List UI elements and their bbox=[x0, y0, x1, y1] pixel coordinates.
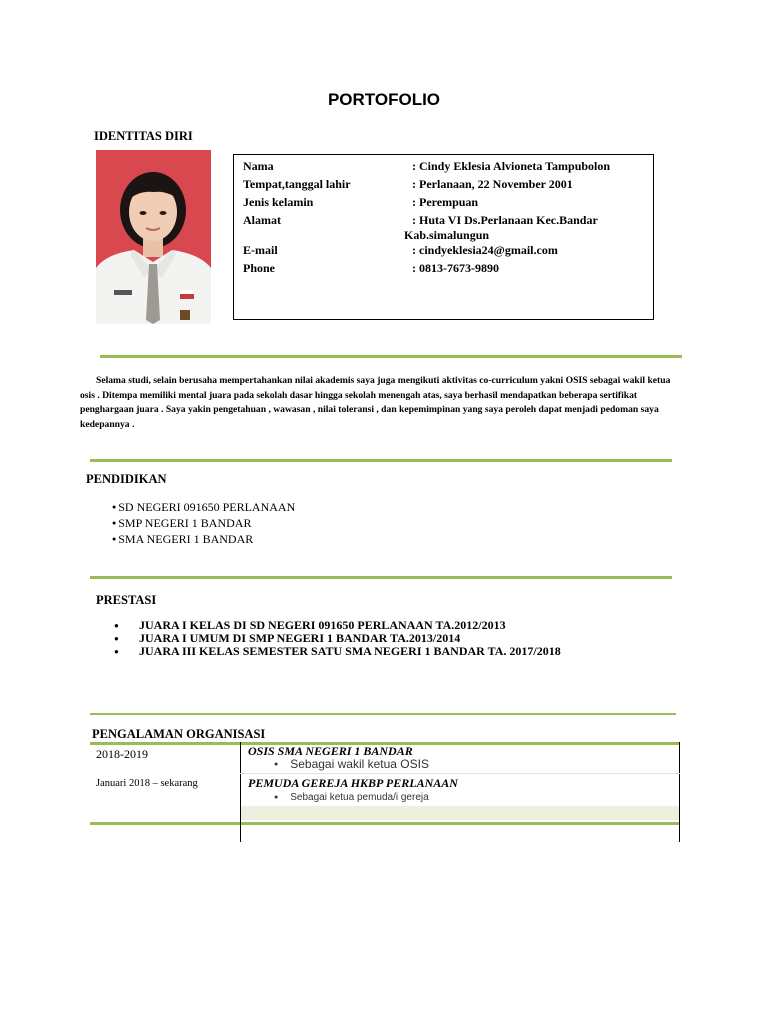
education-heading: PENDIDIKAN bbox=[86, 472, 167, 486]
table-column-line bbox=[679, 742, 680, 842]
page-title: PORTOFOLIO bbox=[327, 90, 441, 109]
education-list bbox=[112, 499, 295, 547]
identity-value-email: : cindyeklesia24@gmail.com bbox=[412, 243, 558, 257]
list-item: ● JUARA I UMUM DI SMP NEGERI 1 BANDAR TA.2013/2014 bbox=[114, 631, 461, 645]
org-role-2: ● Sebagai ketua pemuda/i gereja bbox=[274, 792, 429, 803]
summary-text: Selama studi, selain berusaha mempertahankan nilai akademis saya juga mengikuti aktivitas co-curriculum yakni OSIS sebagai wakil ketua osis . Ditempa memiliki mental juara pada sekolah dasar hingga sekolah menengah atas, saya berhasil mendapatkan beberapa sertifikat penghargaan juara . Saya yakin pengetahuan , wawasan , nilai toleransi , dan kepemimpinan yang saya peroleh dapat menjadi pedoman saya kedepannya . bbox=[80, 375, 671, 430]
list-item: ● SMP NEGERI 1 BANDAR bbox=[112, 515, 295, 531]
list-item: ● JUARA III KELAS SEMESTER SATU SMA NEGERI 1 BANDAR TA. 2017/2018 bbox=[114, 644, 561, 658]
bullet-icon: ● bbox=[274, 761, 279, 768]
identity-label-birth: Tempat,tanggal lahir bbox=[243, 177, 351, 191]
divider bbox=[90, 713, 676, 715]
bullet-icon: ● bbox=[114, 647, 119, 656]
org-name-2: PEMUDA GEREJA HKBP PERLANAAN bbox=[248, 776, 458, 790]
bullet-icon: ● bbox=[274, 794, 279, 801]
organization-table bbox=[90, 742, 680, 842]
list-item: ● JUARA I KELAS DI SD NEGERI 091650 PERLANAAN TA.2012/2013 bbox=[114, 618, 506, 632]
identity-value-address-line2: Kab.simalungun bbox=[404, 228, 490, 242]
summary-paragraph bbox=[80, 374, 678, 432]
identity-heading: IDENTITAS DIRI bbox=[94, 129, 193, 143]
identity-value-gender: : Perempuan bbox=[412, 195, 479, 209]
list-item: ● SMA NEGERI 1 BANDAR bbox=[112, 531, 295, 547]
achievements-heading: PRESTASI bbox=[96, 593, 157, 607]
identity-label-address: Alamat bbox=[243, 213, 281, 227]
person-photo-icon bbox=[96, 150, 211, 324]
bullet-icon: ● bbox=[114, 621, 119, 630]
list-item: ● SD NEGERI 091650 PERLANAAN bbox=[112, 499, 295, 515]
org-period-2: Januari 2018 – sekarang bbox=[96, 778, 198, 789]
identity-value-name: : Cindy Eklesia Alvioneta Tampubolon bbox=[412, 159, 611, 173]
org-name-1: OSIS SMA NEGERI 1 BANDAR bbox=[248, 744, 413, 758]
divider bbox=[90, 459, 672, 462]
table-row-shade bbox=[240, 806, 679, 820]
identity-label-phone: Phone bbox=[243, 261, 276, 275]
identity-value-birth: : Perlanaan, 22 November 2001 bbox=[412, 177, 573, 191]
organization-heading: PENGALAMAN ORGANISASI bbox=[92, 727, 266, 741]
profile-photo bbox=[96, 150, 211, 324]
identity-value-phone: : 0813-7673-9890 bbox=[412, 261, 499, 275]
table-column-line bbox=[240, 742, 241, 842]
org-role-1: ● Sebagai wakil ketua OSIS bbox=[274, 757, 429, 771]
achievements-list bbox=[114, 619, 561, 658]
identity-label-gender: Jenis kelamin bbox=[243, 195, 314, 209]
identity-label-name: Nama bbox=[243, 159, 274, 173]
org-period-1: 2018-2019 bbox=[96, 747, 148, 761]
divider bbox=[100, 355, 682, 358]
identity-box bbox=[233, 154, 654, 320]
identity-value-address: : Huta VI Ds.Perlanaan Kec.Bandar bbox=[412, 213, 598, 227]
bullet-icon: ● bbox=[114, 634, 119, 643]
table-border-bottom bbox=[90, 822, 680, 825]
table-row-line bbox=[240, 773, 680, 774]
identity-label-email: E-mail bbox=[243, 243, 278, 257]
divider bbox=[90, 576, 672, 579]
